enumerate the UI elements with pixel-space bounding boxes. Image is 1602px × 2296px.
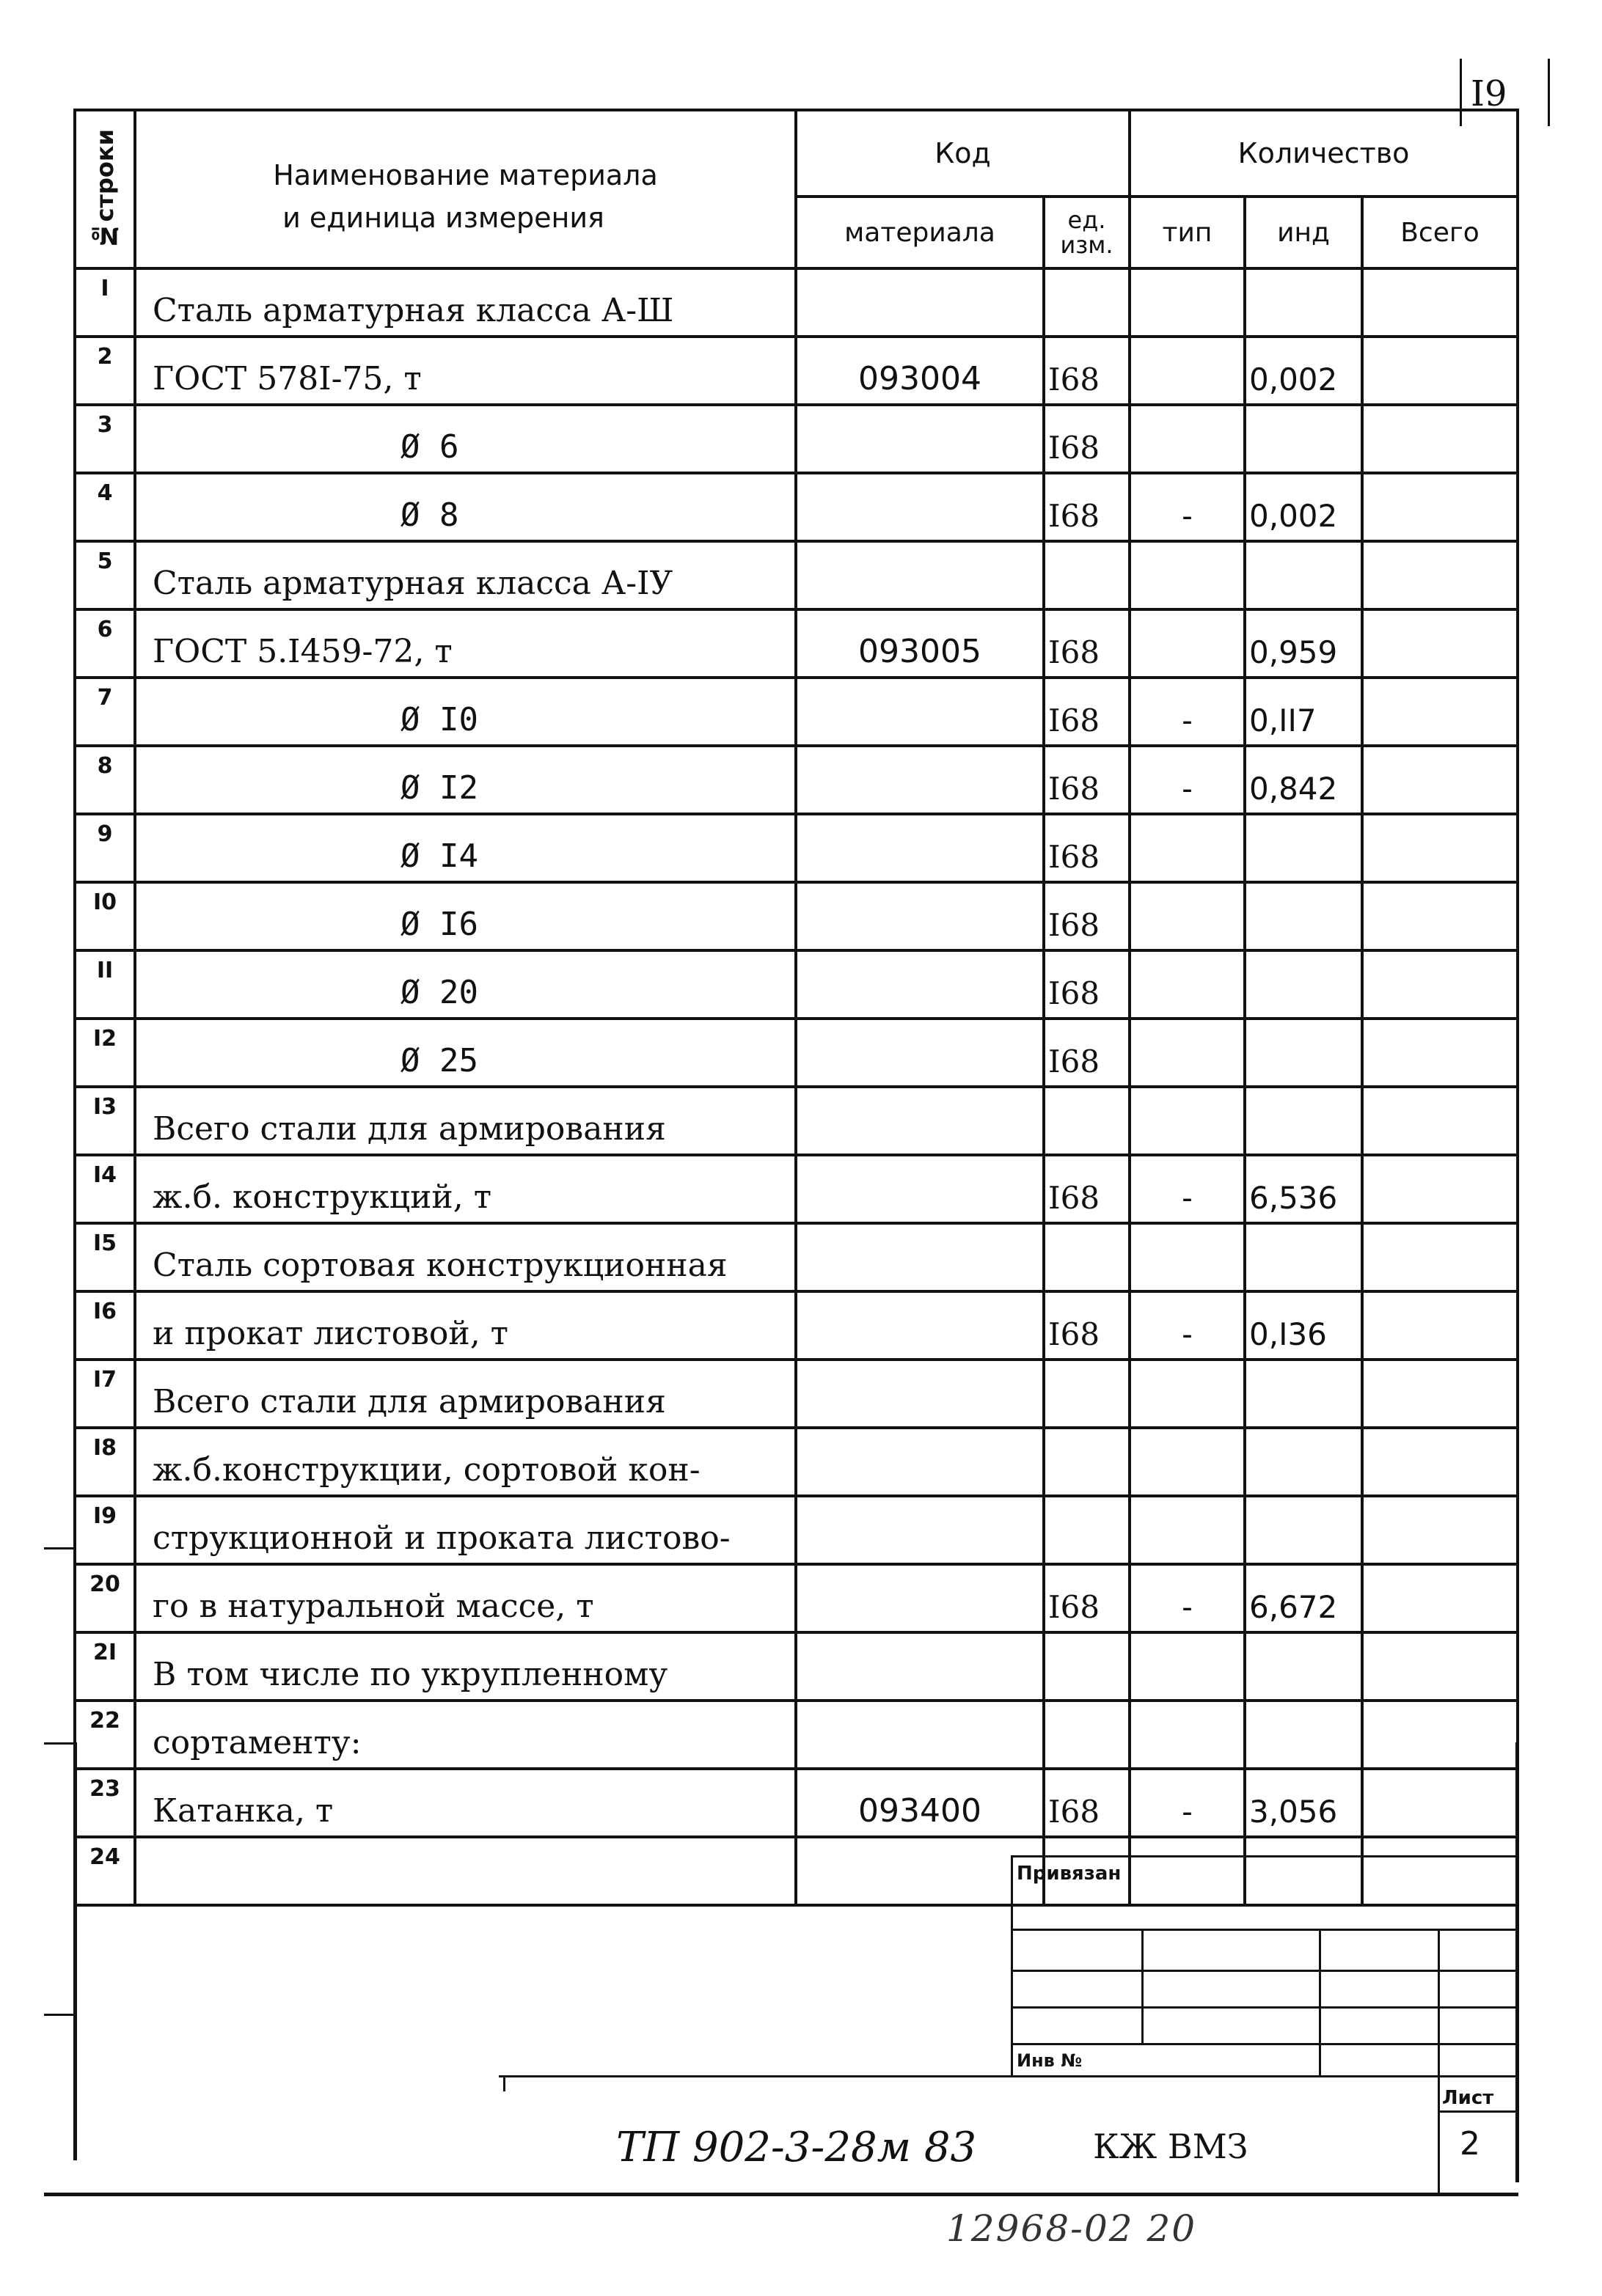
table-row [75, 609, 1518, 678]
stamp-sheet-line [1438, 2110, 1517, 2113]
material-code [796, 1155, 1044, 1223]
quantity-total [1362, 882, 1518, 950]
stamp-bound-label: Привязан [1017, 1863, 1122, 1885]
table-row [75, 1701, 1518, 1769]
unit-code: I68 [1044, 1155, 1130, 1223]
quantity-type [1130, 1632, 1245, 1701]
quantity-total [1362, 1291, 1518, 1360]
row-number: 6 [75, 609, 135, 678]
material-code [796, 814, 1044, 882]
quantity-total [1362, 609, 1518, 678]
quantity-type: - [1130, 1291, 1245, 1360]
quantity-individual [1245, 950, 1362, 1019]
table-row [75, 473, 1518, 541]
quantity-type: - [1130, 1155, 1245, 1223]
material-name: Ø I0 [135, 678, 796, 746]
stamp-document-part: КЖ ВМЗ [1093, 2127, 1248, 2166]
quantity-individual: 0,II7 [1245, 678, 1362, 746]
quantity-type [1130, 337, 1245, 405]
table-row [75, 1360, 1518, 1428]
row-number: I [75, 268, 135, 337]
row-number: 2 [75, 337, 135, 405]
unit-code: I68 [1044, 405, 1130, 473]
page-number-divider-right [1548, 59, 1550, 126]
unit-code: I68 [1044, 337, 1130, 405]
stamp-row-line [1011, 2043, 1517, 2045]
quantity-total [1362, 405, 1518, 473]
row-number: II [75, 950, 135, 1019]
quantity-type [1130, 1223, 1245, 1291]
table-row [75, 950, 1518, 1019]
row-number: 9 [75, 814, 135, 882]
table-row [75, 1769, 1518, 1837]
quantity-total [1362, 1428, 1518, 1496]
quantity-total [1362, 1701, 1518, 1769]
quantity-type [1130, 541, 1245, 609]
quantity-total [1362, 1496, 1518, 1564]
material-name: Ø 8 [135, 473, 796, 541]
header-code-material: материала [796, 197, 1044, 268]
row-number: I7 [75, 1360, 135, 1428]
material-code [796, 1701, 1044, 1769]
quantity-total [1362, 950, 1518, 1019]
quantity-total [1362, 337, 1518, 405]
header-code-unit [1044, 197, 1130, 268]
material-name: Всего стали для армирования [135, 1360, 796, 1428]
header-name-line2: и единица измерения [282, 202, 604, 234]
quantity-individual [1245, 1496, 1362, 1564]
table-row [75, 746, 1518, 814]
material-name: Ø 25 [135, 1019, 796, 1087]
quantity-type [1130, 814, 1245, 882]
quantity-type [1130, 1087, 1245, 1155]
header-code: Код [796, 110, 1130, 197]
material-name: Катанка, т [135, 1769, 796, 1837]
quantity-total [1362, 1223, 1518, 1291]
quantity-type: - [1130, 1564, 1245, 1632]
stamp-left [1011, 1855, 1013, 2075]
row-number: 5 [75, 541, 135, 609]
unit-code: I68 [1044, 1769, 1130, 1837]
quantity-individual [1245, 405, 1362, 473]
material-name: В том числе по укрупленному [135, 1632, 796, 1701]
stamp-col-line [1141, 1929, 1144, 2043]
unit-code [1044, 1496, 1130, 1564]
quantity-type [1130, 882, 1245, 950]
quantity-individual: 0,842 [1245, 746, 1362, 814]
material-code [796, 950, 1044, 1019]
stamp-inv-label: Инв № [1017, 2050, 1083, 2071]
stamp-document-code: ТП 902-3-28м 83 [616, 2124, 977, 2171]
table-row [75, 1428, 1518, 1496]
row-number: I4 [75, 1155, 135, 1223]
page-number: I9 [1471, 73, 1507, 114]
frame-bottom [44, 2193, 1518, 2196]
stamp-row-line [1011, 1929, 1517, 1931]
stamp-sheet-label: Лист [1442, 2087, 1494, 2109]
material-code [796, 678, 1044, 746]
quantity-total [1362, 1155, 1518, 1223]
header-qty-total: Всего [1362, 197, 1518, 268]
table-row [75, 1155, 1518, 1223]
unit-code: I68 [1044, 678, 1130, 746]
unit-code: I68 [1044, 814, 1130, 882]
material-spec-table [73, 109, 1519, 1907]
material-code [796, 1087, 1044, 1155]
row-number: 23 [75, 1769, 135, 1837]
quantity-individual: 0,002 [1245, 337, 1362, 405]
material-code [796, 1019, 1044, 1087]
frame-right [1515, 1742, 1519, 2182]
material-name: сортаменту: [135, 1701, 796, 1769]
row-number: I8 [75, 1428, 135, 1496]
material-code [796, 746, 1044, 814]
material-code [796, 882, 1044, 950]
material-code [796, 1837, 1044, 1905]
quantity-type [1130, 1428, 1245, 1496]
material-name: Ø I6 [135, 882, 796, 950]
quantity-individual [1245, 1019, 1362, 1087]
quantity-total [1362, 1632, 1518, 1701]
archive-number: 12968-02 20 [946, 2207, 1197, 2250]
table-row [75, 1632, 1518, 1701]
quantity-type [1130, 1496, 1245, 1564]
stamp-tick [503, 2075, 505, 2091]
table-row [75, 1087, 1518, 1155]
margin-tick [44, 1547, 75, 1549]
unit-code: I68 [1044, 609, 1130, 678]
quantity-type [1130, 1701, 1245, 1769]
material-name: ГОСТ 5.I459-72, т [135, 609, 796, 678]
quantity-type [1130, 268, 1245, 337]
quantity-individual: 6,536 [1245, 1155, 1362, 1223]
stamp-col-line [1319, 1929, 1321, 2075]
quantity-total [1362, 1837, 1518, 1905]
quantity-individual: 3,056 [1245, 1769, 1362, 1837]
quantity-type [1130, 1360, 1245, 1428]
quantity-individual [1245, 1632, 1362, 1701]
quantity-individual [1245, 1087, 1362, 1155]
material-name: Сталь арматурная класса А-IУ [135, 541, 796, 609]
table-row [75, 1496, 1518, 1564]
material-code [796, 1360, 1044, 1428]
material-name: го в натуральной массе, т [135, 1564, 796, 1632]
unit-code [1044, 541, 1130, 609]
material-name: и прокат листовой, т [135, 1291, 796, 1360]
table-row [75, 1019, 1518, 1087]
table-row [75, 814, 1518, 882]
unit-code [1044, 1632, 1130, 1701]
header-code-unit-text: ед. изм. [1060, 206, 1113, 259]
row-number: I6 [75, 1291, 135, 1360]
stamp-main-line [499, 2075, 1518, 2077]
header-row-number: №строки [75, 110, 135, 268]
row-number: I2 [75, 1019, 135, 1087]
unit-code: I68 [1044, 1564, 1130, 1632]
material-code [796, 541, 1044, 609]
row-number: 24 [75, 1837, 135, 1905]
header-qty-type: тип [1130, 197, 1245, 268]
quantity-total [1362, 1360, 1518, 1428]
material-name: Всего стали для армирования [135, 1087, 796, 1155]
quantity-individual: 0,002 [1245, 473, 1362, 541]
material-name: Ø 6 [135, 405, 796, 473]
quantity-individual [1245, 1837, 1362, 1905]
quantity-total [1362, 1019, 1518, 1087]
stamp-top [1011, 1855, 1517, 1857]
unit-code: I68 [1044, 1019, 1130, 1087]
row-number: 7 [75, 678, 135, 746]
quantity-type [1130, 405, 1245, 473]
material-code [796, 1291, 1044, 1360]
stamp-sheet-number: 2 [1460, 2125, 1480, 2163]
row-number: 8 [75, 746, 135, 814]
quantity-total [1362, 678, 1518, 746]
material-code: 093005 [796, 609, 1044, 678]
table-row [75, 882, 1518, 950]
row-number: 22 [75, 1701, 135, 1769]
unit-code [1044, 1223, 1130, 1291]
material-code [796, 1496, 1044, 1564]
material-code [796, 405, 1044, 473]
unit-code [1044, 268, 1130, 337]
header-qty-ind: инд [1245, 197, 1362, 268]
quantity-total [1362, 746, 1518, 814]
quantity-total [1362, 1087, 1518, 1155]
quantity-individual [1245, 1428, 1362, 1496]
material-name: струкционной и проката листово- [135, 1496, 796, 1564]
material-name: Ø I2 [135, 746, 796, 814]
header-quantity: Количество [1130, 110, 1518, 197]
quantity-type: - [1130, 1769, 1245, 1837]
unit-code: I68 [1044, 746, 1130, 814]
quantity-individual [1245, 814, 1362, 882]
stamp-row-line [1011, 1970, 1517, 1972]
quantity-type [1130, 950, 1245, 1019]
quantity-individual [1245, 1223, 1362, 1291]
material-name: ж.б.конструкции, сортовой кон- [135, 1428, 796, 1496]
quantity-total [1362, 1769, 1518, 1837]
frame-left [73, 1742, 77, 2160]
quantity-individual: 6,672 [1245, 1564, 1362, 1632]
quantity-individual [1245, 1360, 1362, 1428]
quantity-total [1362, 1564, 1518, 1632]
material-name: ГОСТ 578I-75, т [135, 337, 796, 405]
quantity-type: - [1130, 678, 1245, 746]
row-number: 2I [75, 1632, 135, 1701]
stamp-col-line [1438, 1929, 1440, 2193]
material-code [796, 1632, 1044, 1701]
material-code: 093004 [796, 337, 1044, 405]
quantity-total [1362, 268, 1518, 337]
material-code [796, 473, 1044, 541]
quantity-type: - [1130, 473, 1245, 541]
row-number: I3 [75, 1087, 135, 1155]
unit-code: I68 [1044, 1291, 1130, 1360]
unit-code: I68 [1044, 882, 1130, 950]
quantity-total [1362, 473, 1518, 541]
material-code: 093400 [796, 1769, 1044, 1837]
header-name [135, 110, 796, 268]
material-code [796, 1428, 1044, 1496]
quantity-individual [1245, 268, 1362, 337]
material-code [796, 1564, 1044, 1632]
material-name: Ø 20 [135, 950, 796, 1019]
material-code [796, 1223, 1044, 1291]
material-name: Сталь сортовая конструкционная [135, 1223, 796, 1291]
unit-code [1044, 1087, 1130, 1155]
quantity-individual: 0,959 [1245, 609, 1362, 678]
table-row [75, 405, 1518, 473]
row-number: 3 [75, 405, 135, 473]
table-row [75, 268, 1518, 337]
row-number: 20 [75, 1564, 135, 1632]
quantity-individual [1245, 1701, 1362, 1769]
table-row [75, 1837, 1518, 1905]
material-name: Сталь арматурная класса А-Ш [135, 268, 796, 337]
table-row [75, 541, 1518, 609]
material-name [135, 1837, 796, 1905]
row-number: I0 [75, 882, 135, 950]
unit-code [1044, 1701, 1130, 1769]
row-number: I9 [75, 1496, 135, 1564]
quantity-individual: 0,I36 [1245, 1291, 1362, 1360]
quantity-type [1130, 609, 1245, 678]
unit-code [1044, 1360, 1130, 1428]
quantity-individual [1245, 882, 1362, 950]
quantity-type [1130, 1019, 1245, 1087]
table-row [75, 1223, 1518, 1291]
row-number: 4 [75, 473, 135, 541]
row-number: I5 [75, 1223, 135, 1291]
material-name: Ø I4 [135, 814, 796, 882]
material-code [796, 268, 1044, 337]
table-row [75, 337, 1518, 405]
material-name: ж.б. конструкций, т [135, 1155, 796, 1223]
unit-code: I68 [1044, 473, 1130, 541]
quantity-type [1130, 1837, 1245, 1905]
table-row [75, 1564, 1518, 1632]
table-row [75, 678, 1518, 746]
margin-tick [44, 2014, 75, 2016]
margin-tick [44, 1742, 75, 1745]
quantity-total [1362, 541, 1518, 609]
stamp-row-line [1011, 2006, 1517, 2009]
quantity-total [1362, 814, 1518, 882]
table-row [75, 1291, 1518, 1360]
header-name-line1: Наименование материала [273, 159, 658, 191]
unit-code [1044, 1428, 1130, 1496]
unit-code: I68 [1044, 950, 1130, 1019]
quantity-individual [1245, 541, 1362, 609]
quantity-type: - [1130, 746, 1245, 814]
